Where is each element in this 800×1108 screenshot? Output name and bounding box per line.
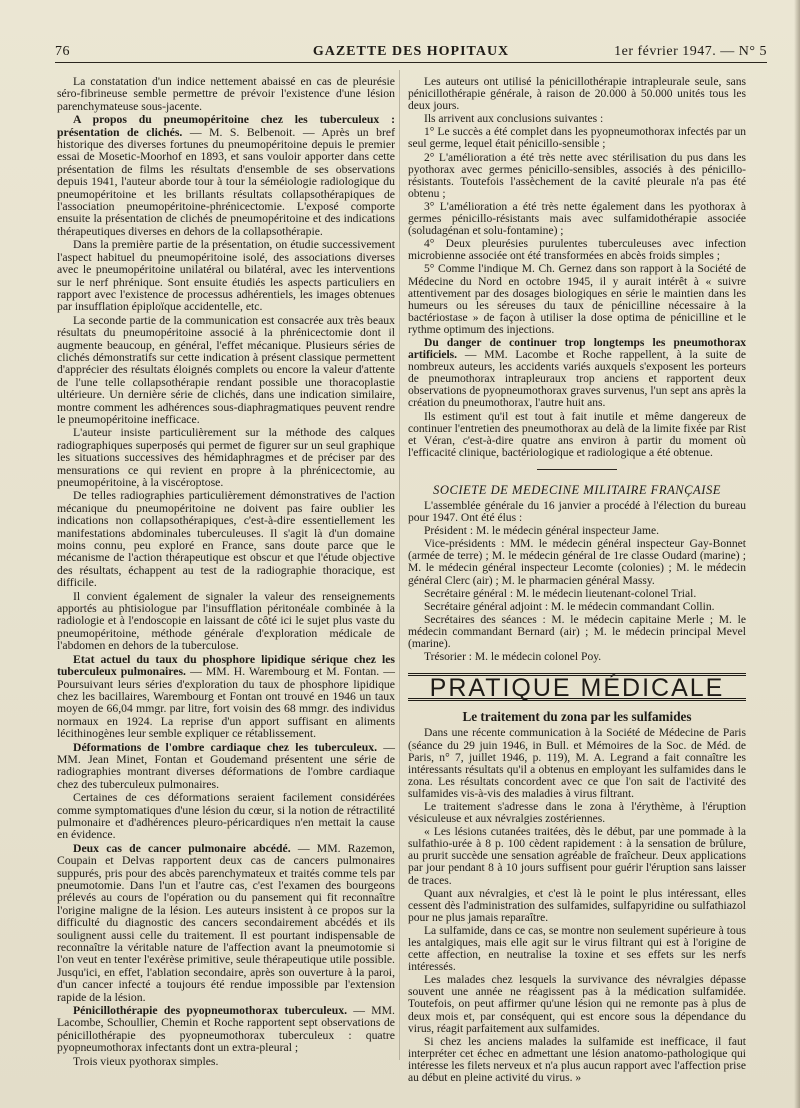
article-section: [408, 337, 746, 410]
list-item: 3° L'amélioration a été très nette également dans les pyothorax à germes pénicillo-résistants mais avec sulfamidothérapie associée (soludagénan et solu-fontamine) ;: [408, 199, 746, 238]
section-separator: [537, 469, 617, 470]
issue-date: 1er février 1947. — N° 5: [614, 44, 767, 59]
paragraph: Secrétaire général : M. le médecin lieutenant-colonel Trial.: [424, 586, 697, 600]
paragraph: Ils arrivent aux conclusions suivantes :: [424, 112, 604, 126]
paragraph: Dans la première partie de la présentation, on étudie successivement l'aspect habituel du pneumopéritoine isolé, des associations diverses avec le pneumopéritoine unilatéral ou bilatéral, avec les interventions sur le nerf phrénique. Sont ensuite étudiés les aspects particuliers en rapport avec l'existence de processus adhérentiels, les images obtenues par insufflation épiploïque accidentelle, etc.: [57, 238, 395, 314]
paragraph-text: — MM. Lacombe et Roche rappellent, à la suite de nombreux auteurs, les accidents variés auxquels s'exposent les porteurs de pneumothorax intrapleuraux trop anciens et rapportent deux observations de pyopneumothorax graves survenus, l'un sept ans après la création du pneumothorax, l'autre huit ans.: [408, 348, 746, 410]
list-item: 5° Comme l'indique M. Ch. Gernez dans son rapport à la Société de Médecine du Nord en octobre 1945, il y aurait intérêt à « suivre attentivement par des dosages biologiques en série le maintien dans les humeurs ou les séreuses du taux de pénicilline nécessaire à la bactériostase » de façon à utiliser la dose optima de pénicilline et le rythme optimum des injections.: [408, 262, 746, 336]
paragraph: Certaines de ces déformations seraient facilement considérées comme symptomatiques d'une lésion du cœur, si la notion de rétractilité pulmonaire et d'adhérences pleuro-péricardiques n'en mettait la cause en évidence.: [57, 791, 395, 842]
right-column: [408, 76, 746, 1085]
section-heading: A propos du pneumopéritoine chez les tuberculeux : présentation de clichés.: [57, 113, 395, 139]
scan-edge-shadow: [794, 0, 800, 1108]
article-section: [57, 742, 395, 792]
list-item: 4° Deux pleurésies purulentes tuberculeuses avec infection microbienne associée ont été transformées en abcès froids simples ;: [408, 237, 746, 263]
section-heading: Déformations de l'ombre cardiaque chez les tuberculeux.: [73, 740, 378, 754]
paragraph: Il convient également de signaler la valeur des renseignements apportés au phtisiologue par l'insufflation péritonéale combinée à la radiologie et à l'endoscopie en laissant de côté ici le sujet plus vaste du pneumopéritoine, méthode générale d'exploration médicale de l'abdomen en dehors de la tuberculose.: [57, 589, 395, 653]
paragraph: La seconde partie de la communication est consacrée aux très beaux résultats du pneumopéritoine associé à la phrénicectomie dont il augmente beaucoup, en général, l'effet mécanique. Plusieurs séries de clichés démonstratifs sur cette indication à présent classique permettent d'apprécier des résultats éloignés complets ou encore la valeur d'attente de l'une telle collapsothérapie rendant possible une thoracoplastie ultérieure. Un dernière série de clichés, dans une indication similaire, montre comment les adhérences sous-diaphragmatiques peuvent rendre le pneumopéritoine inefficace.: [57, 313, 395, 426]
paragraph-text: — MM. H. Warembourg et M. Fontan. — Poursuivant leurs séries d'exploration du taux de phosphore lipidique chez les bacillaires, Warembourg et Fontan ont trouvé en 1946 un taux moyen de 66,04 mmgr. par litre, fort voisin des 68 mmgr. des individus normaux en 1924. La reprise d'un apport suffisant en aliments lécithinogènes leur semble expliquer ce rétablissement.: [57, 665, 395, 741]
paragraph: Le traitement s'adresse dans le zona à l'érythème, à l'éruption vésiculeuse et aux névralgies zostériennes.: [408, 799, 746, 826]
list-item: 2° L'amélioration a été très nette avec stérilisation du pus dans les pyothorax avec germes pénicillo-sensibles, associés à des pénicillo-résistants. Toutefois l'assèchement de la cavité pleurale n'a pas été obtenu ;: [408, 150, 746, 200]
page-header: [55, 44, 767, 60]
paragraph: L'assemblée générale du 16 janvier a procédé à l'élection du bureau pour 1947. Ont été élus :: [408, 499, 746, 525]
article-title: Le traitement du zona par les sulfamides: [462, 709, 692, 725]
column-divider: [399, 70, 400, 1060]
paragraph: Les malades chez lesquels la survivance des névralgies dépasse souvent une année ne réagissent pas à la médication sulfamidée. Toutefois, on peut affirmer qu'une lésion qui ne remonte pas à plus de deux mois et, par conséquent, qui est encore sous la dépendance du virus, réagit parfaitement aux sulfamides.: [408, 973, 746, 1035]
paragraph: Ils estiment qu'il est tout à fait inutile et même dangereux de continuer l'entretien des pneumothorax au delà de la limite fixée par Rist et Véran, c'est-à-dire quatre ans environ à partir du moment où l'efficacité clinique, bactériologique et radiologique a été obtenue.: [408, 409, 746, 459]
society-title: SOCIETE DE MEDECINE MILITAIRE FRANÇAISE: [433, 482, 721, 497]
paragraph: La sulfamide, dans ce cas, se montre non seulement supérieure à tous les antalgiques, mais elle agit sur le virus filtrant qui est à l'origine de cette affection, en neutralise la toxine et ses effets sur les nerfs intéressés.: [408, 923, 746, 974]
article-section: [57, 843, 395, 1004]
section-heading: Etat actuel du taux du phosphore lipidique sérique chez les tuberculeux pulmonaires.: [57, 652, 395, 679]
paragraph: Secrétaires des séances : M. le médecin capitaine Merle ; M. le médecin commandant Bernard (air) ; M. le médecin principal Mevel (marine).: [408, 612, 746, 651]
paragraph: Si chez les anciens malades la sulfamide est inefficace, il faut interpréter cet échec en admettant une lésion anatomo-pathologique qui intéresse les filets nerveux et n'a plus aucun rapport avec l'affection prise au début en pleine activité du virus. »: [408, 1034, 746, 1085]
section-heading: Pénicillothérapie des pyopneumothorax tuberculeux.: [73, 1004, 348, 1018]
paragraph: Trois vieux pyothorax simples.: [73, 1054, 219, 1068]
paragraph: De telles radiographies particulièrement démonstratives de l'action mécanique du pneumopéritoine ne doivent pas faire oublier les indications non collapsothérapiques, c'est-à-dire essentiellement les manifestations abdominales tuberculeuses. Il s'agit là d'un domaine moins connu, peu exploré en France, sans doute parce que le mécanisme de l'action thérapeutique est obscur et que l'étude objective des résultats, échappent au test de la radiographie thoracique, est difficile.: [57, 489, 395, 590]
article-section: [57, 114, 395, 238]
paragraph: L'auteur insiste particulièrement sur la méthode des calques radiographiques superposés qui permet de figurer sur un seul graphique les situations successives des hémidaphragmes et de préciser par des mensurations ce qui revient en propre à la phrénicectomie, au pneumopéritoine, à la viscéroptose.: [57, 426, 395, 489]
paragraph: Président : M. le médecin général inspecteur Jame.: [424, 524, 660, 538]
paragraph: Dans une récente communication à la Société de Médecine de Paris (séance du 29 juin 1946, in Bull. et Mémoires de la Soc. de Méd. de Paris, n° 7, juillet 1946, p. 119), M. A. Legrand a fait connaître les intéressants résultats qu'il a obtenus en employant les sulfamides dans le zona. Les résultats concordent avec ce que l'on sait de l'activité des sulfamides vis-à-vis des maladies à virus filtrant.: [408, 726, 746, 800]
journal-title: GAZETTE DES HOPITAUX: [312, 44, 510, 59]
paragraph: « Les lésions cutanées traitées, dès le début, par une pommade à la sulfathio-urée à 8 p. 100 cèdent rapidement : à la sensation de brûlure, au prurit succède une sensation agréable de fraîcheur. Deux applications par jour pendant 8 à 10 jours suffisent pour guérir l'éruption sans laisser de traces.: [408, 825, 746, 887]
paragraph-text: —MM. Jean Minet, Fontan et Goudemand présentent une série de radiographies montrant diverses déformations de l'ombre cardiaque chez des tuberculeux pulmonaires.: [57, 740, 395, 791]
paragraph: Secrétaire général adjoint : M. le médecin commandant Collin.: [424, 599, 715, 613]
paragraph-text: — MM. Lacombe, Schoullier, Chemin et Roche rapportent sept observations de pénicillothérapie des pyopneumothorax tuberculeux : quatre pyopneumothorax infectants dont un extra-pleural ;: [57, 1004, 395, 1055]
rubric-title: PRATIQUE MÉDICALE: [408, 673, 746, 701]
paragraph: Quant aux névralgies, et c'est là le point le plus intéressant, elles cessent dès l'administration des sulfamides, sulfapyridine ou sulfathiazol pour ne plus jamais reparaître.: [408, 886, 746, 924]
article-section: [57, 1005, 395, 1055]
paragraph-text: — M. S. Belbenoit. — Après un bref historique des diverses fortunes du pneumopéritoine depuis le premier essai de Mosetic-Moorhof en 1893, et sans vouloir apporter dans cette présentation de films les résultats d'ensemble de ses observations depuis 1941, l'auteur aborde tour à tour la séméiologie radiologique du pneumopéritoine et les brillants résultats collapsothérapiques de l'association pneumopéritoine-phrénicectomie. L'exposé comporte ensuite la présentation de clichés de pneumopéritoine et des indications thérapeutiques diverses en dehors de la collapsothérapie.: [57, 125, 395, 238]
section-heading: Deux cas de cancer pulmonaire abcédé.: [73, 841, 291, 855]
paragraph: Les auteurs ont utilisé la pénicillothérapie intrapleurale seule, sans pénicillothérapie générale, à raison de 20.000 à 50.000 unités tous les deux jours.: [408, 75, 746, 113]
left-column: [57, 76, 395, 1069]
list-item: 1° Le succès a été complet dans les pyopneumothorax infectés par un seul germe, lequel était pénicillo-sensible ;: [408, 125, 746, 151]
paragraph-text: — MM. Razemon, Coupain et Delvas rapportent deux cas de cancers pulmonaires suppurés, pris pour des abcès parenchymateux et traités comme tels par pneumotomie. Dans l'un et l'autre cas, c'est l'examen des bourgeons prélevés au cours de l'opération ou du pansement qui fit reconnaître l'origine maligne de la lésion. Les auteurs insistent à ce propos sur la difficulté du diagnostic des cancers secondairement abcédés et ils soulignent aussi celle du traitement. Il est pourtant indispensable de reconnaître la véritable nature de l'affection avant la pneumotomie si l'on veut en tenter l'exérèse primitive, seule thérapeutique utile possible. Jusqu'ici, en effet, l'ablation secondaire, après son ouverture à la paroi, d'un cancer infecté a toujours été rendue impossible par l'extension rapide de la lésion.: [57, 841, 395, 1004]
paragraph: Vice-présidents : MM. le médecin général inspecteur Gay-Bonnet (armée de terre) ; M. le médecin général de 1re classe Oudard (marine) ; M. le médecin général inspecteur Lecomte (colonies) ; M. le médecin général Clerc (air) ; M. le pharmacien général Massy.: [408, 537, 746, 587]
paragraph: Trésorier : M. le médecin colonel Poy.: [424, 650, 602, 664]
article-section: [57, 654, 395, 741]
paragraph: La constatation d'un indice nettement abaissé en cas de pleurésie séro-fibrineuse semble permettre de prévoir l'existence d'une lésion parenchymateuse sous-jacente.: [57, 75, 395, 113]
section-heading: Du danger de continuer trop longtemps les pneumothorax artificiels.: [408, 335, 746, 362]
page-number: 76: [55, 44, 70, 59]
header-rule: [55, 62, 767, 63]
